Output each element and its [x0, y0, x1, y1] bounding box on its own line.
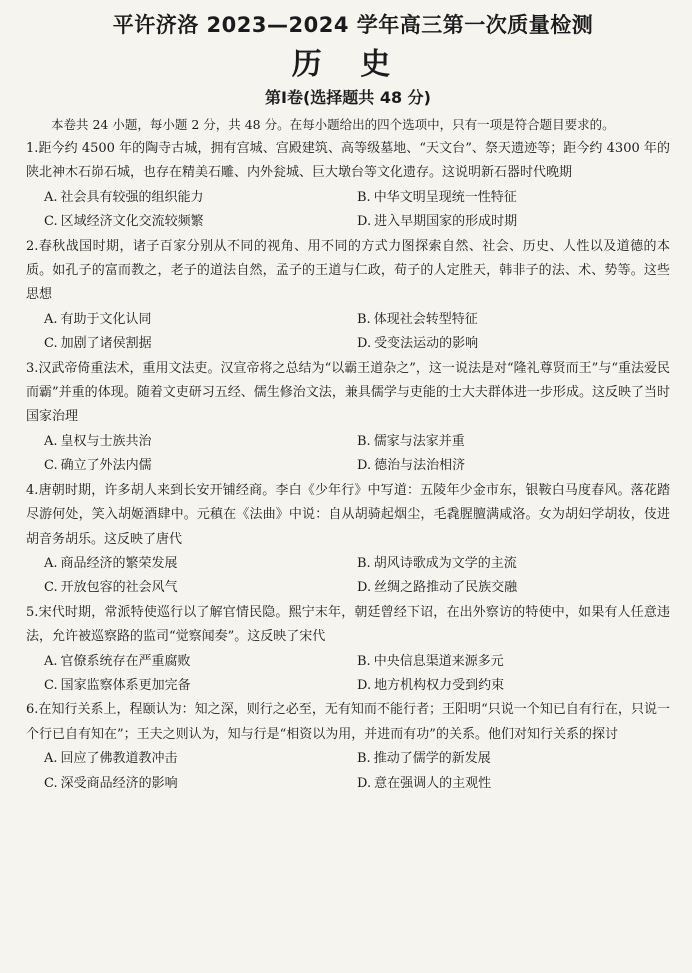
question-number: 3.: [26, 360, 39, 376]
option-letter: B.: [357, 311, 371, 327]
option-letter: D.: [357, 677, 372, 693]
option-letter: C.: [44, 458, 58, 474]
answer-option: [44, 454, 357, 478]
option-text: 推动了儒学的新发展: [373, 751, 491, 767]
option-letter: B.: [357, 653, 371, 669]
answer-option: [357, 576, 670, 600]
option-letter: B.: [357, 189, 371, 205]
question-block: [26, 137, 670, 235]
answer-option: [44, 210, 357, 234]
instructions: 本卷共 24 小题，每小题 2 分，共 48 分。在每小题给出的四个选项中，只有一项是符合题目要求的。: [51, 117, 615, 132]
option-letter: D.: [357, 580, 372, 596]
option-text: 回应了佛教道教冲击: [60, 751, 178, 767]
option-letter: A.: [44, 653, 58, 669]
answer-option: [357, 332, 670, 356]
option-text: 地方机构权力受到约束: [374, 677, 505, 693]
option-letter: D.: [357, 214, 372, 230]
answer-option: [357, 430, 670, 454]
option-text: 商品经济的繁荣发展: [60, 555, 178, 571]
option-grid: [26, 747, 670, 796]
answer-option: [44, 772, 357, 796]
option-letter: B.: [357, 433, 371, 449]
question-stem: [26, 137, 670, 186]
answer-option: [44, 674, 357, 698]
option-letter: A.: [44, 189, 58, 205]
option-text: 丝绸之路推动了民族交融: [374, 580, 518, 596]
option-text: 开放包容的社会风气: [60, 580, 178, 596]
option-text: 进入早期国家的形成时期: [374, 214, 518, 230]
answer-option: [44, 747, 357, 771]
answer-option: [44, 430, 357, 454]
option-letter: D.: [357, 336, 372, 352]
answer-option: [357, 552, 670, 576]
answer-option: [44, 332, 357, 356]
option-letter: B.: [357, 751, 371, 767]
option-letter: C.: [44, 214, 58, 230]
option-text: 中央信息渠道来源多元: [373, 653, 504, 669]
option-text: 区域经济文化交流较频繁: [60, 214, 204, 230]
answer-option: [44, 186, 357, 210]
option-grid: [26, 650, 670, 699]
answer-option: [44, 650, 357, 674]
option-letter: D.: [357, 775, 372, 791]
option-text: 深受商品经济的影响: [60, 775, 178, 791]
option-grid: [26, 186, 670, 235]
answer-option: [357, 747, 670, 771]
option-grid: [26, 430, 670, 479]
question-number: 4.: [26, 482, 39, 498]
option-text: 中华文明呈现统一性特征: [373, 189, 517, 205]
option-text: 受变法运动的影响: [374, 336, 479, 352]
answer-option: [44, 308, 357, 332]
option-text: 德治与法治相济: [374, 458, 466, 474]
part-title: 第Ⅰ卷(选择题共 48 分): [265, 88, 431, 107]
option-text: 体现社会转型特征: [373, 311, 478, 327]
option-letter: A.: [44, 311, 58, 327]
question-text: 汉武帝倚重法术，重用文法吏。汉宣帝将之总结为“以霸王道杂之”，这一说法是对“隆礼尊贤而王”与“重法爱民而霸”并重的体现。随着文吏研习五经、儒生修治文法，兼具儒学与吏能的士大夫群体进一步形成。这反映了当时国家治理: [26, 360, 670, 425]
option-letter: C.: [44, 580, 58, 596]
answer-option: [44, 552, 357, 576]
answer-option: [357, 210, 670, 234]
option-text: 确立了外法内儒: [60, 458, 152, 474]
question-block: [26, 698, 670, 796]
answer-option: [44, 576, 357, 600]
question-number: 5.: [26, 604, 39, 620]
question-block: [26, 357, 670, 479]
question-stem: [26, 601, 670, 650]
question-text: 宋代时期，常派特使巡行以了解官情民隐。熙宁末年，朝廷曾经下诏，在出外察访的特使中，如果有人任意违法，允许被巡察路的监司“觉察闻奏”。这反映了宋代: [26, 604, 670, 645]
answer-option: [357, 650, 670, 674]
answer-option: [357, 186, 670, 210]
option-letter: C.: [44, 336, 58, 352]
option-grid: [26, 308, 670, 357]
answer-option: [357, 454, 670, 478]
question-stem: [26, 479, 670, 552]
question-list: [26, 137, 670, 796]
option-text: 意在强调人的主观性: [374, 775, 492, 791]
option-text: 有助于文化认同: [60, 311, 152, 327]
question-text: 距今约 4500 年的陶寺古城，拥有宫城、宫殿建筑、高等级墓地、“天文台”、祭天遗迹等；距今约 4300 年的陕北神木石峁石城，也存在精美石雕、内外瓮城、巨大墩台等文化遗存。这说明新石器时代晚期: [26, 141, 670, 181]
option-letter: C.: [44, 775, 58, 791]
option-text: 社会具有较强的组织能力: [60, 189, 204, 205]
question-block: [26, 479, 670, 601]
question-stem: [26, 357, 670, 430]
question-text: 春秋战国时期，诸子百家分别从不同的视角、用不同的方式力图探索自然、社会、历史、人性以及道德的本质。如孔子的富而教之，老子的道法自然，孟子的王道与仁政，荀子的人定胜天，韩非子的法、术、势等。这些思想: [26, 238, 670, 303]
option-letter: A.: [44, 751, 58, 767]
question-block: [26, 601, 670, 699]
option-text: 国家监察体系更加完备: [60, 677, 191, 693]
subject-title: 历 史: [291, 47, 405, 82]
option-letter: C.: [44, 677, 58, 693]
option-text: 胡风诗歌成为文学的主流: [373, 555, 517, 571]
answer-option: [357, 674, 670, 698]
exam-title: 平许济洛 2023—2024 学年高三第一次质量检测: [112, 13, 594, 37]
option-grid: [26, 552, 670, 601]
question-number: 1.: [26, 141, 39, 156]
question-block: [26, 235, 670, 357]
question-stem: [26, 698, 670, 747]
answer-option: [357, 308, 670, 332]
option-text: 官僚系统存在严重腐败: [60, 653, 191, 669]
question-number: 2.: [26, 238, 39, 254]
option-text: 皇权与士族共治: [60, 433, 152, 449]
option-letter: B.: [357, 555, 371, 571]
question-stem: [26, 235, 670, 308]
question-text: 在知行关系上，程颐认为：知之深，则行之必至，无有知而不能行者；王阳明“只说一个知已自有行在，只说一个行已自有知在”；王夫之则认为，知与行是“相资以为用，并进而有功”的关系。他们对知行关系的探讨: [26, 702, 670, 742]
option-letter: A.: [44, 433, 58, 449]
question-text: 唐朝时期，许多胡人来到长安开铺经商。李白《少年行》中写道：五陵年少金市东，银鞍白马度春风。落花踏尽游何处，笑入胡姬酒肆中。元稹在《法曲》中说：自从胡骑起烟尘，毛毳腥膻满咸洛。女为胡妇学胡妆，伎进胡音务胡乐。这反映了唐代: [26, 482, 670, 547]
option-letter: D.: [357, 458, 372, 474]
option-text: 加剧了诸侯割据: [60, 336, 152, 352]
option-letter: A.: [44, 555, 58, 571]
answer-option: [357, 772, 670, 796]
question-number: 6.: [26, 702, 39, 718]
option-text: 儒家与法家并重: [373, 433, 465, 449]
